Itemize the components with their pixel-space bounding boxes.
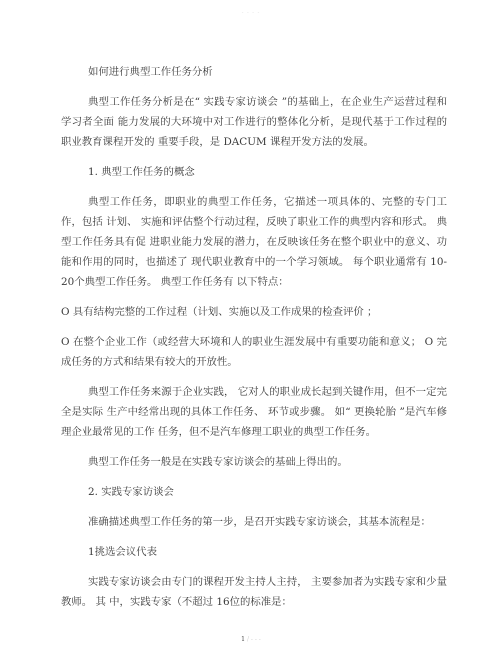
section-2-paragraph-2: 实践专家访谈会由专门的课程开发主持人主持， 主要参加者为实践专家和少量教师。 其 中，实践专家（不超过 16位的标准是： bbox=[61, 576, 447, 608]
section-2-paragraph-1: 准确描述典型工作任务的第一步，是召开实践专家访谈会，其基本流程是： bbox=[88, 516, 431, 528]
bullet-1: O 具有结构完整的工作过程（计划、实施以及工作成果的检查评价 ； bbox=[61, 306, 378, 318]
section-1-heading: 1. 典型工作任务的概念 bbox=[88, 166, 195, 178]
section-2-subheading-1: 1挑选会议代表 bbox=[88, 546, 157, 558]
section-1-paragraph-2: 典型工作任务来源于企业实践， 它对人的职业成长起到关键作用，但不一定完全是实际 生产中经常出现的具体工作任务、 环节或步骤。 如“ 更换轮胎 ”是汽车修理企业最常见的工作 任务，但不是汽车修理工职业的典型工作任务。 bbox=[61, 386, 447, 438]
document-title: 如何进行典型工作任务分析 bbox=[88, 66, 213, 78]
section-1-paragraph-3: 典型工作任务一般是在实践专家访谈会的基础上得出的。 bbox=[88, 456, 348, 468]
page-number-suffix: / - - - bbox=[247, 636, 261, 643]
section-1-paragraph-1: 典型工作任务，即职业的典型工作任务，它描述一项具体的、完整的专门工作，包括 计划、 实施和评估整个行动过程，反映了职业工作的典型内容和形式。 典型工作任务具有促 进职业能力发展的潜力，在反映该任务在整个职业中的意义、功能和作用的同时，也描述了 现代职业教育中的一个学习领域。 每个职业通常有 10-20个典型工作任务。 典型工作任务有 以下特点： bbox=[61, 196, 447, 288]
header-watermark: - - - - bbox=[241, 10, 261, 16]
bullet-2: O 在整个企业工作（或经营大环境和人的职业生涯发展中有重要功能和意义； O 完成任务的方式和结果有较大的开放性。 bbox=[61, 336, 447, 368]
document-body bbox=[61, 62, 447, 622]
page-footer bbox=[0, 636, 502, 643]
intro-paragraph: 典型工作任务分析是在“ 实践专家访谈会 ”的基础上，在企业生产运营过程和学习者全面 能力发展的大环境中对工作进行的整体化分析，是现代基于工作过程的职业教育课程开发的 重要手段，是 DACUM 课程开发方法的发展。 bbox=[61, 96, 447, 148]
section-2-heading: 2. 实践专家访谈会 bbox=[88, 486, 174, 498]
page-number: 1 bbox=[241, 636, 245, 643]
